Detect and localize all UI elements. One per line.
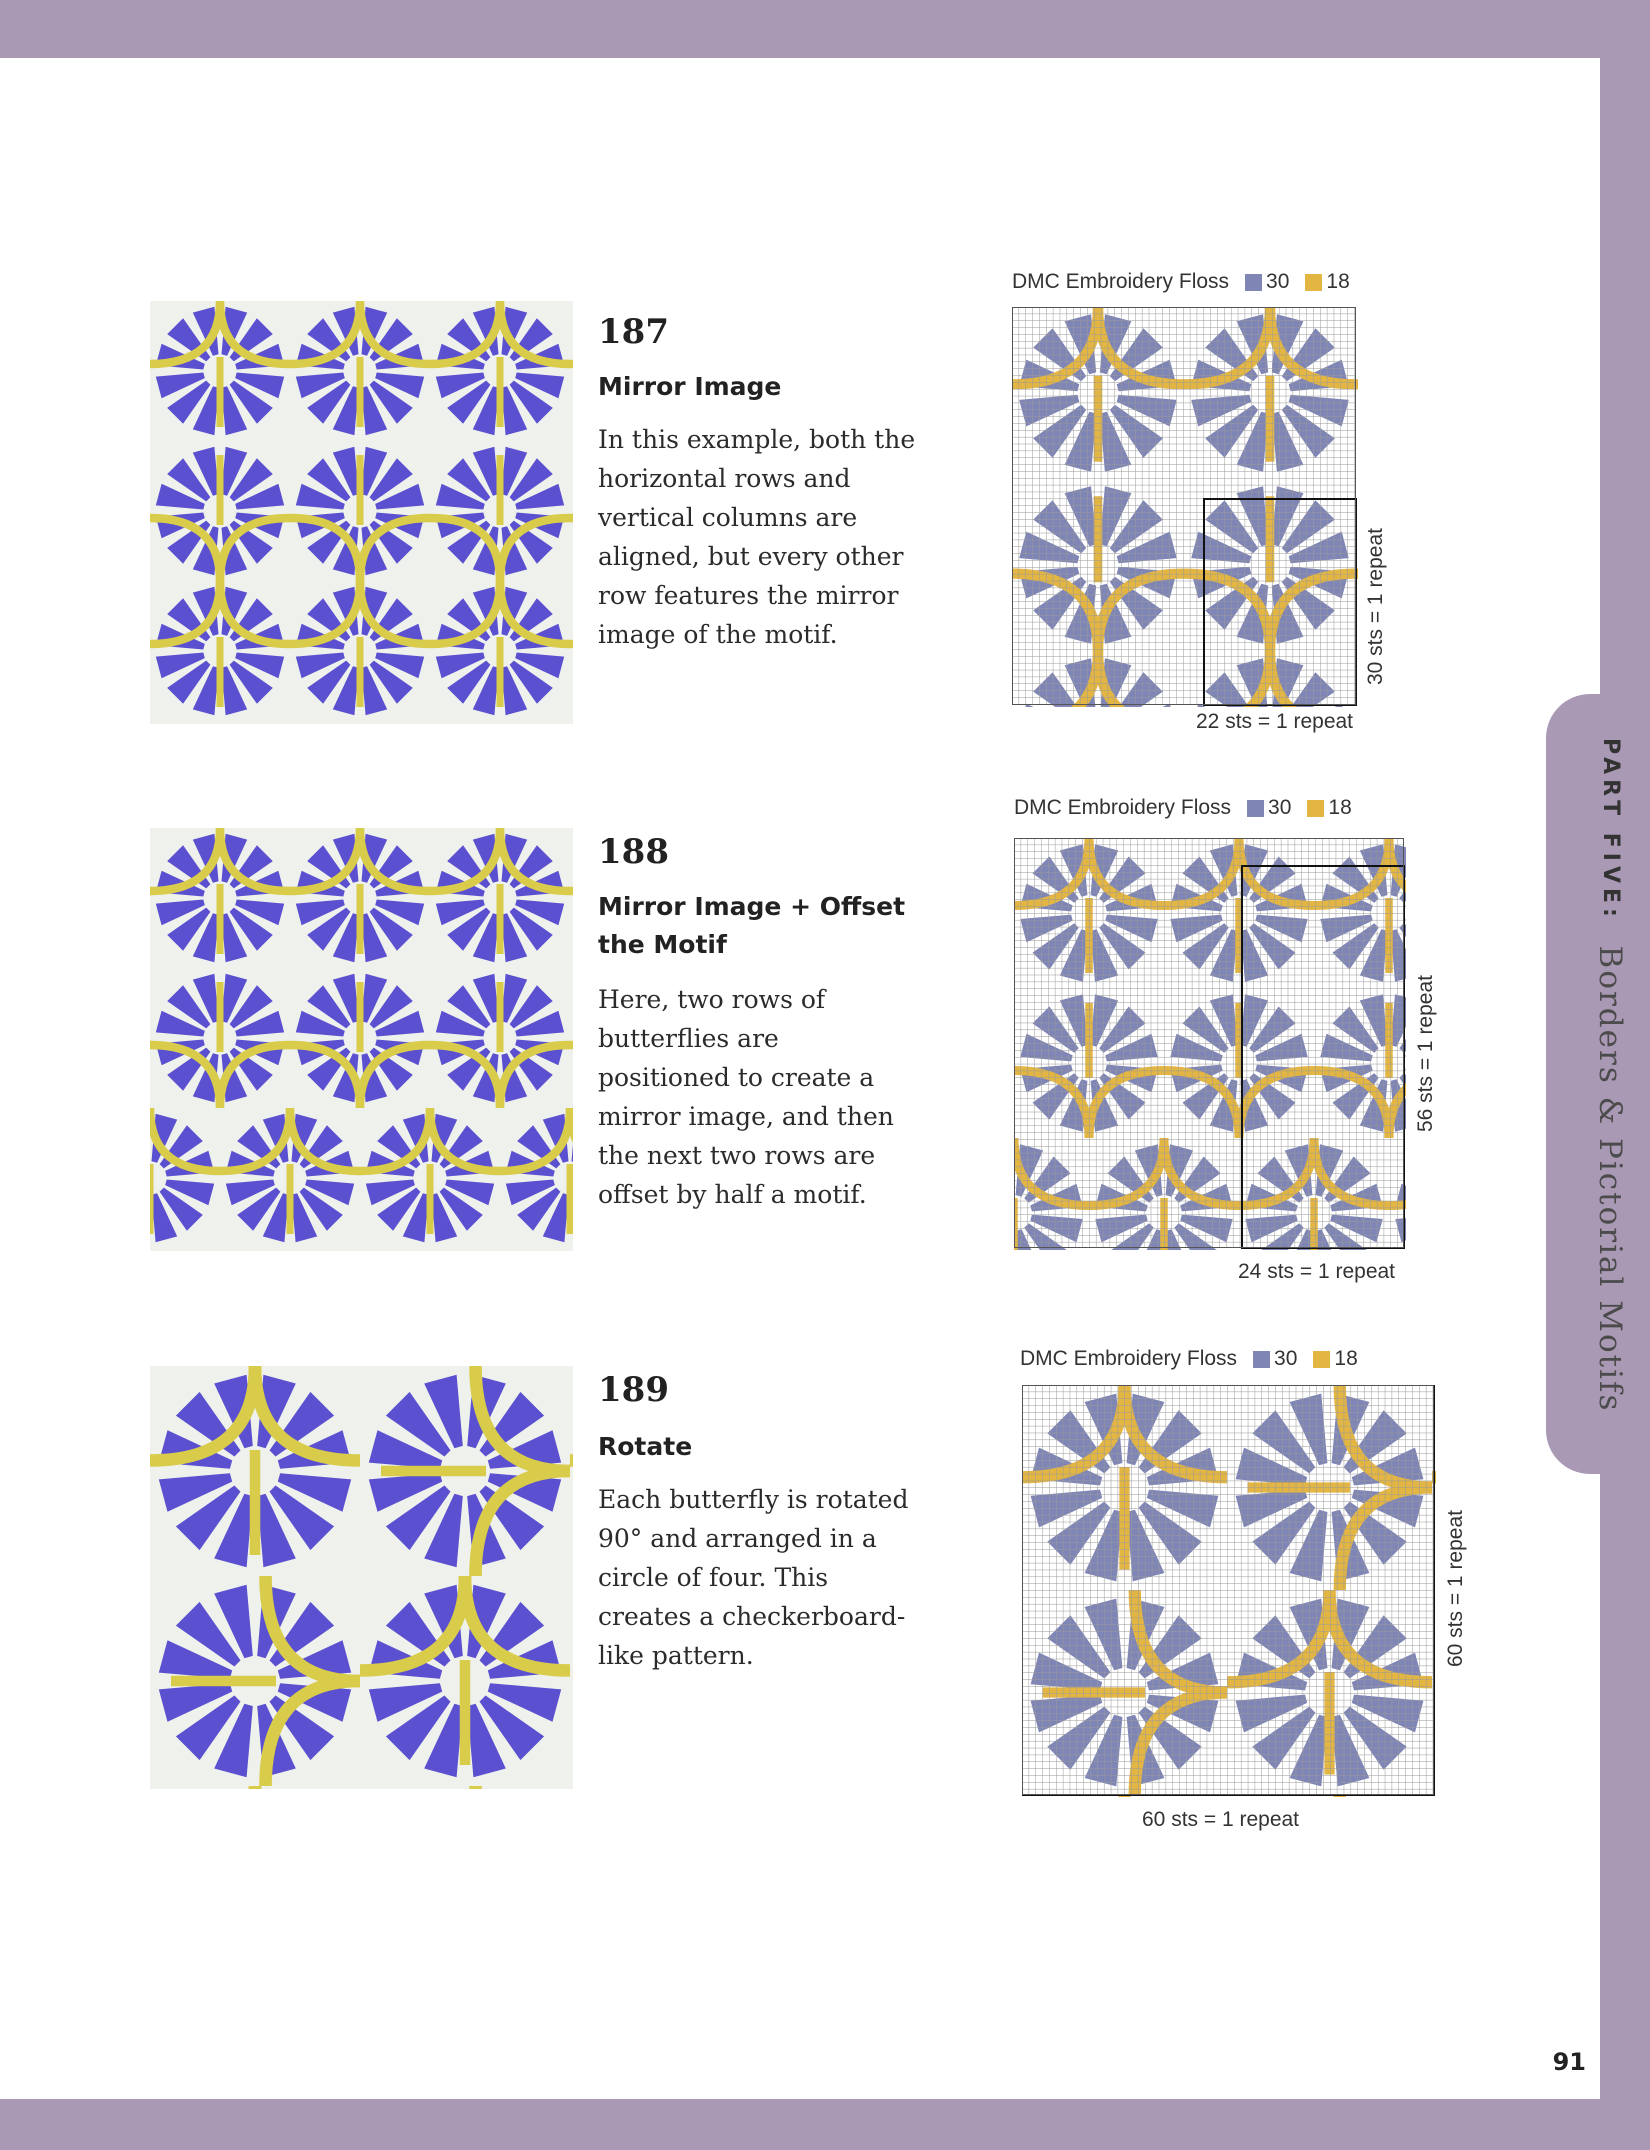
side-tab-part: PART FIVE: <box>1598 738 1623 922</box>
side-tab-label <box>1576 738 1628 1458</box>
stitched-sample-photo <box>150 828 573 1251</box>
legend-label: DMC Embroidery Floss <box>1014 796 1232 819</box>
legend-swatch-purple-label: 30 <box>1266 270 1290 293</box>
chart-legend <box>1014 793 1352 823</box>
stitch-chart-grid <box>1022 1385 1436 1797</box>
legend-swatch-purple-label: 30 <box>1274 1347 1298 1370</box>
legend-swatch-purple <box>1245 274 1262 291</box>
stitch-chart <box>1012 307 1358 707</box>
stitched-sample-photo <box>150 301 573 724</box>
repeat-height-label: 30 sts = 1 repeat <box>1364 528 1387 686</box>
repeat-height-label: 60 sts = 1 repeat <box>1444 1510 1467 1668</box>
top-band <box>0 0 1650 58</box>
legend-label: DMC Embroidery Floss <box>1012 270 1230 293</box>
pattern-title: Mirror Image <box>598 372 782 401</box>
pattern-number: 187 <box>598 312 669 352</box>
legend-swatch-purple-label: 30 <box>1268 796 1292 819</box>
repeat-width-label: 22 sts = 1 repeat <box>1196 710 1354 733</box>
stitched-sample-image <box>150 828 573 1243</box>
stitch-chart-grid <box>1012 307 1358 707</box>
chart-legend <box>1012 267 1350 297</box>
legend-swatch-yellow <box>1313 1351 1330 1368</box>
pattern-title: Mirror Image + Offset the Motif <box>598 892 906 959</box>
repeat-width-label: 60 sts = 1 repeat <box>1142 1808 1300 1831</box>
pattern-title: Rotate <box>598 1432 693 1461</box>
pattern-number: 188 <box>598 832 669 872</box>
stitch-chart-grid <box>1014 838 1406 1250</box>
pattern-description: Each butterfly is rotated 90° and arranged in a circle of four. This creates a checkerboard-like pattern. <box>598 1485 909 1670</box>
legend-swatch-purple <box>1253 1351 1270 1368</box>
legend-swatch-yellow <box>1305 274 1322 291</box>
stitched-sample-photo <box>150 1366 573 1789</box>
legend-swatch-yellow <box>1307 800 1324 817</box>
bottom-band <box>0 2099 1650 2150</box>
repeat-height-label: 56 sts = 1 repeat <box>1414 975 1437 1133</box>
pattern-number: 189 <box>598 1370 669 1410</box>
chart-legend <box>1020 1344 1358 1374</box>
stitched-sample-image <box>150 1366 573 1789</box>
stitch-chart <box>1014 838 1406 1250</box>
side-tab-title: Borders & Pictorial Motifs <box>1592 945 1628 1413</box>
repeat-width-label: 24 sts = 1 repeat <box>1238 1260 1396 1283</box>
stitched-sample-image <box>150 301 573 724</box>
legend-swatch-purple <box>1247 800 1264 817</box>
pattern-description: Here, two rows of butterflies are positioned to create a mirror image, and then the next two rows are offset by half a motif. <box>598 985 894 1209</box>
legend-swatch-yellow-label: 18 <box>1326 270 1350 293</box>
legend-swatch-yellow-label: 18 <box>1328 796 1352 819</box>
butterfly-motif <box>1356 307 1358 472</box>
stitch-chart <box>1022 1385 1436 1797</box>
pattern-description: In this example, both the horizontal rows and vertical columns are aligned, but every other row features the mirror image of the motif. <box>598 425 916 649</box>
page-number: 91 <box>1552 2048 1586 2076</box>
legend-swatch-yellow-label: 18 <box>1334 1347 1358 1370</box>
legend-label: DMC Embroidery Floss <box>1020 1347 1238 1370</box>
